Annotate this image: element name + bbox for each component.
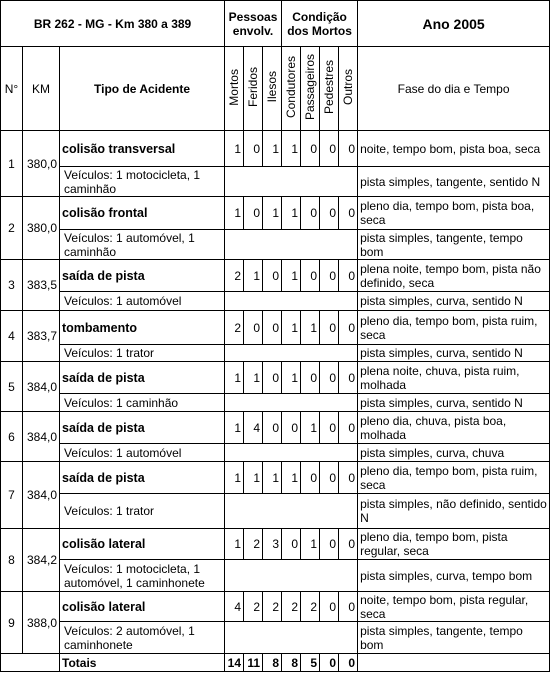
row-km: 384,0 [23,412,60,462]
row-fase-tempo-detail: pista simples, curva, chuva [358,444,550,462]
col-header-outros: Outros [339,47,358,131]
col-header-tipo: Tipo de Acidente [60,47,225,131]
row-pedestres: 0 [320,131,339,167]
row-fase-tempo-detail: pista simples, curva, tempo bom [358,560,550,592]
row-passageiros: 0 [301,362,320,394]
row-mortos: 4 [225,592,244,622]
row-numbers-gap [225,560,358,592]
row-tipo-acidente: tombamento [60,311,225,345]
row-pedestres: 0 [320,529,339,560]
totals-row [1,654,550,672]
pessoas-group-header: Pessoas envolv. [225,1,282,47]
row-veiculos: Veículos: 1 trator [60,494,225,529]
accident-row [1,362,550,394]
row-passageiros: 1 [301,412,320,444]
row-mortos: 1 [225,131,244,167]
row-km: 380,0 [23,197,60,260]
row-condutores: 1 [282,311,301,345]
row-feridos: 1 [244,362,263,394]
row-fase-tempo: plena noite, tempo bom, pista não definido, seca [358,260,550,292]
row-fase-tempo: pleno dia, tempo bom, pista boa, seca [358,197,550,230]
row-condutores: 1 [282,197,301,230]
row-tipo-acidente: colisão lateral [60,592,225,622]
row-outros: 0 [339,311,358,345]
col-header-mortos: Mortos [225,47,244,131]
accident-row-detail [1,292,550,311]
row-number: 5 [1,362,23,412]
row-tipo-acidente: saída de pista [60,412,225,444]
row-passageiros: 1 [301,311,320,345]
accident-row-detail [1,345,550,362]
row-number: 7 [1,462,23,529]
row-outros: 0 [339,462,358,494]
row-fase-tempo-detail: pista simples, curva, sentido N [358,345,550,362]
row-numbers-gap [225,292,358,311]
row-ilesos: 2 [263,592,282,622]
accident-row-detail [1,622,550,654]
row-number: 2 [1,197,23,260]
row-mortos: 1 [225,412,244,444]
col-header-fase: Fase do dia e Tempo [358,47,550,131]
row-feridos: 1 [244,462,263,494]
accident-row-detail [1,167,550,197]
table-title: BR 262 - MG - Km 380 a 389 [1,1,225,47]
condicao-group-header: Condição dos Mortos [282,1,358,47]
row-feridos: 1 [244,260,263,292]
row-condutores: 1 [282,362,301,394]
row-outros: 0 [339,529,358,560]
row-numbers-gap [225,167,358,197]
row-pedestres: 0 [320,260,339,292]
row-mortos: 1 [225,462,244,494]
totals-blank [1,654,60,672]
row-ilesos: 0 [263,260,282,292]
total-passageiros: 5 [301,654,320,672]
row-km: 388,0 [23,592,60,654]
row-ilesos: 0 [263,412,282,444]
row-pedestres: 0 [320,412,339,444]
row-outros: 0 [339,592,358,622]
col-header-no: N° [1,47,23,131]
row-tipo-acidente: colisão frontal [60,197,225,230]
row-condutores: 0 [282,412,301,444]
total-pedestres: 0 [320,654,339,672]
row-fase-tempo: pleno dia, tempo bom, pista ruim, seca [358,311,550,345]
row-ilesos: 3 [263,529,282,560]
row-fase-tempo-detail: pista simples, tangente, tempo bom [358,622,550,654]
row-veiculos: Veículos: 1 caminhão [60,394,225,412]
accident-row [1,197,550,230]
row-outros: 0 [339,412,358,444]
row-km: 383,7 [23,311,60,362]
total-ilesos: 8 [263,654,282,672]
row-km: 384,0 [23,362,60,412]
row-ilesos: 1 [263,131,282,167]
accident-row-detail [1,444,550,462]
row-fase-tempo-detail: pista simples, curva, sentido N [358,292,550,311]
row-fase-tempo: plena noite, chuva, pista ruim, molhada [358,362,550,394]
row-condutores: 1 [282,131,301,167]
row-outros: 0 [339,197,358,230]
accident-row-detail [1,560,550,592]
total-feridos: 11 [244,654,263,672]
row-condutores: 1 [282,462,301,494]
row-feridos: 0 [244,311,263,345]
row-numbers-gap [225,345,358,362]
row-veiculos: Veículos: 1 motocicleta, 1 caminhão [60,167,225,197]
row-feridos: 0 [244,131,263,167]
row-numbers-gap [225,494,358,529]
row-km: 384,2 [23,529,60,592]
accident-row-detail [1,494,550,529]
row-ilesos: 0 [263,362,282,394]
row-tipo-acidente: saída de pista [60,260,225,292]
row-fase-tempo: pleno dia, tempo bom, pista ruim, seca [358,462,550,494]
row-fase-tempo-detail: pista simples, não definido, sentido N [358,494,550,529]
row-ilesos: 1 [263,197,282,230]
row-fase-tempo: noite, tempo bom, pista boa, seca [358,131,550,167]
totals-blank-fase [358,654,550,672]
row-veiculos: Veículos: 2 automóvel, 1 caminhonete [60,622,225,654]
row-numbers-gap [225,230,358,260]
accident-row [1,412,550,444]
year-header: Ano 2005 [358,1,550,47]
row-condutores: 1 [282,260,301,292]
row-mortos: 2 [225,311,244,345]
row-tipo-acidente: saída de pista [60,362,225,394]
row-outros: 0 [339,260,358,292]
row-passageiros: 0 [301,260,320,292]
row-pedestres: 0 [320,311,339,345]
row-outros: 0 [339,131,358,167]
accident-row-detail [1,394,550,412]
row-feridos: 0 [244,197,263,230]
row-fase-tempo: pleno dia, chuva, pista boa, molhada [358,412,550,444]
row-mortos: 2 [225,260,244,292]
row-pedestres: 0 [320,592,339,622]
accident-row-detail [1,230,550,260]
col-header-ilesos: Ilesos [263,47,282,131]
row-veiculos: Veículos: 1 automóvel [60,444,225,462]
accident-row [1,131,550,167]
row-fase-tempo: noite, tempo bom, pista regular, seca [358,592,550,622]
row-number: 6 [1,412,23,462]
row-passageiros: 0 [301,462,320,494]
row-mortos: 1 [225,362,244,394]
row-number: 9 [1,592,23,654]
row-veiculos: Veículos: 1 automóvel [60,292,225,311]
row-veiculos: Veículos: 1 automóvel, 1 caminhão [60,230,225,260]
row-km: 384,0 [23,462,60,529]
row-veiculos: Veículos: 1 motocicleta, 1 automóvel, 1 caminhonete [60,560,225,592]
col-header-condutores: Condutores [282,47,301,131]
row-condutores: 2 [282,592,301,622]
row-number: 8 [1,529,23,592]
col-header-km: KM [23,47,60,131]
row-tipo-acidente: colisão transversal [60,131,225,167]
accident-row [1,462,550,494]
row-mortos: 1 [225,529,244,560]
col-header-passageiros: Passageiros [301,47,320,131]
row-mortos: 1 [225,197,244,230]
row-km: 383,5 [23,260,60,311]
row-number: 3 [1,260,23,311]
row-feridos: 2 [244,592,263,622]
col-header-pedestres: Pedestres [320,47,339,131]
row-numbers-gap [225,444,358,462]
row-number: 4 [1,311,23,362]
row-pedestres: 0 [320,362,339,394]
total-condutores: 8 [282,654,301,672]
header-row-top [1,1,550,47]
row-condutores: 0 [282,529,301,560]
row-feridos: 4 [244,412,263,444]
row-outros: 0 [339,362,358,394]
row-passageiros: 2 [301,592,320,622]
accident-row [1,311,550,345]
totals-label: Totais [60,654,225,672]
accident-row [1,260,550,292]
row-numbers-gap [225,394,358,412]
col-header-feridos: Feridos [244,47,263,131]
row-tipo-acidente: saída de pista [60,462,225,494]
row-fase-tempo-detail: pista simples, curva, sentido N [358,394,550,412]
row-pedestres: 0 [320,197,339,230]
row-fase-tempo-detail: pista simples, tangente, tempo bom [358,230,550,260]
accident-row [1,529,550,560]
row-veiculos: Veículos: 1 trator [60,345,225,362]
row-passageiros: 0 [301,131,320,167]
row-pedestres: 0 [320,462,339,494]
row-tipo-acidente: colisão lateral [60,529,225,560]
row-fase-tempo: pleno dia, tempo bom, pista regular, seca [358,529,550,560]
row-passageiros: 0 [301,197,320,230]
row-number: 1 [1,131,23,197]
row-numbers-gap [225,622,358,654]
row-ilesos: 1 [263,462,282,494]
row-ilesos: 0 [263,311,282,345]
row-km: 380,0 [23,131,60,197]
accident-row [1,592,550,622]
row-feridos: 2 [244,529,263,560]
total-outros: 0 [339,654,358,672]
total-mortos: 14 [225,654,244,672]
row-fase-tempo-detail: pista simples, tangente, sentido N [358,167,550,197]
header-row-columns [1,47,550,131]
row-passageiros: 1 [301,529,320,560]
